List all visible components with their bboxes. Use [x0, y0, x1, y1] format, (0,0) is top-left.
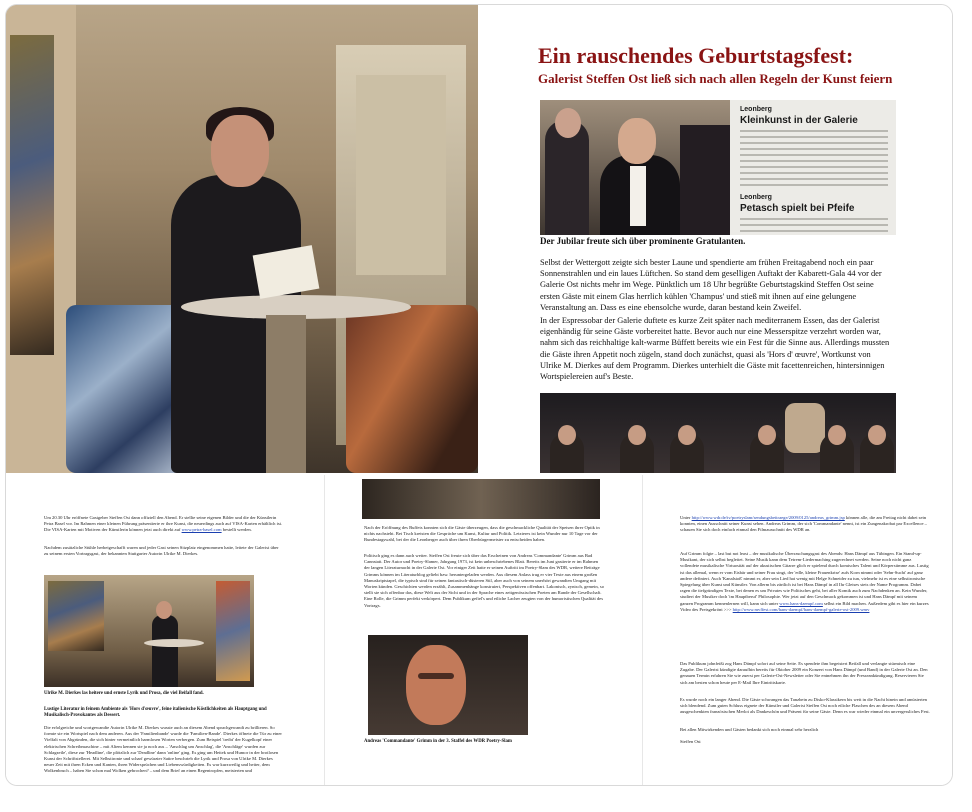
body-text: Politisch ging es dann auch weiter. Steffen Ost freute sich über das Erscheinen von Andreas 'Commandante' Grimm aus Bad Cannstatt. Der Autor und Poetry-Slamer, Jahrgang 1973, ist kein unbeschriebenes Blatt. Bereits im Juni gastierte er im Rahmen der langen Literaturnacht in der Galerie Ost. Vor einiger Zeit hatte er seinen Auftritt im Poetry-Slam des WDR, weitere Beiträge Grimms können im Literaturblog geliebt bzw. heruntergeladen werden. Aus diesem Anlass trug er vier Texte aus einem großen Manuskriptstapel, die typisch sind für seinen fantastisch-düsteren Stil, aber auch von seinem unerhört gewandten Umgang mit Worten künden. Geschichten werden erzählt, Zusammenhänge konstruiert, Perspektiven offenbart. Lakonisch, zynisch, gemein, so stellt sie sich offenbar das, diese Welt aus der Sicht und in der Sprache eines zeitgenössischen Poeten am Rande der Gesellschaft. Eine Rolle, die Grimm perfekt verkörpert. Dem Publikum gefiel's und etliche Lacher zeugten von der humoristischen Qualität des Vortrags. — [364, 553, 605, 608]
video-link[interactable]: http://www.mvffest.com/hans-daempf/hans-daempf-galerie-ost-2009.wmv — [732, 606, 870, 612]
armchair — [66, 305, 186, 473]
body-text: Es wurde noch ein langer Abend. Die Gäste schwangen das Tanzbein zu Disko-Klassikern bis weit in die Nacht hinein und amüsierten sich blendend. Zum guten Schluss eignete der Künstler und Galerist Steffen Ost noch etliche Flaschen des an diesem Abend ausgeschenkten französischen Merlot als Dankeschön und Präsent für seine Gäste. Denn es war wieder einmal ein unvergessliches Fest. — [680, 697, 930, 715]
body-text: Nach der Eröffnung des Buffets konnten sich die Gäste überzeugen, dass die geschmackliche Qualität der Speisen ihrer Optik in nichts nachsteht. Bei Tisch kreisten die Gespräche um Kunst, Kultur und Politik. Letzteres ist kein Wunder nur 10 Tage vor der Bundestagswahl, bei der die Leonberger auch über ihren Oberbürgermeister zu entscheiden haben. — [364, 525, 600, 543]
body-text: Nachdem zusätzliche Stühle herbeigeschafft waren und jeder Gast seinen Sitzplatz eingenommen hatte, leitete der Galerist über zu seinem ersten Vortragsgast, der bekannten Stuttgarter Autorin Ulrike M. Dierkes. — [44, 545, 279, 557]
section-heading: Lustige Literatur in feinem Ambiente als 'Hors d'œuvre', feine italienische Köstlichkeiten als Hauptgang und Musikalisch-Provokantes als Dessert. — [44, 707, 267, 719]
wdr-video-link[interactable]: http://www.wdr.de/tv/poetryslam/sendungsbeitraege/2009/0125/andreas_grimm.jsp — [691, 515, 845, 520]
body-text: Um 20.30 Uhr eröffnete Gastgeber Steffen Ost dann offiziell den Abend. Er stellte seine eigenen Bilder und die der Künstlerin Petra Basel vor. Im Rahmen einer kleinen Führung präsentierte er ihre Kunst, die neuerdings auch auf VISA-Karten erhältlich ist. Die VISA-Karten mit Motiven der Künstlerin können jetzt auch direkt auf www.petra-basel.com bestellt werden. — [44, 515, 283, 533]
article-title: Ein rauschendes Geburtstagsfest: — [538, 43, 854, 68]
article-paragraph: In der Espressobar der Galerie duftete es kurze Zeit später nach mediterranem Essen, das der Galerist eigenhändig für seine Gäste vorbereitet hatte. Bevor auch nur eine Messerspitze verzehrt worden war, nahm sich das reichhaltige kalt-warme Büffett bereits wie ein Fest für die Sinne aus. Allerdings mussten die Gäste ihren Appetit noch zügeln, stand doch zunächst, quasi als 'Hors d' œuvre', Wortkunst von Ulrike M. Dierkes auf dem Programm. Dierkes unterhielt die Gäste mit facettenreichen, hintersinnigen Wortspielereien auf's Beste. — [540, 316, 890, 382]
speaker-photo — [6, 5, 478, 473]
article-page — [484, 5, 952, 473]
website-link[interactable]: www.petra-basel.com — [181, 527, 222, 533]
article-subtitle: Galerist Steffen Ost ließ sich nach allen Regeln der Kunst feiern — [538, 71, 893, 86]
body-text: Auf Grimm folgte – last but not least – der musikalische Überraschungsgast des Abends: Hans Dämpf aus Tübingen. Ein Stand-up-Musikant, der sich selbst begleitet. Seine Musik kann dem Tetrem-Liedermaching zugerechnet werden. Seine noch nicht ganz vollendete musikalische Virtuosität auf der akustischen Gitarre glich er spielend durch komisches Talent und Körperstimme aus. Lustig ist das allemal, wenn er vom Eisbär und seiner Frau singt, der 'edle, kleine Frauenkrise' aufs Korn nimmt oder 'Sehn-Sucht' auf ganz andere definiert. Auch 'Kanalstoß' nimmt er, aber sein Lied hat wenig mit Helge Schneider zu tun, vielmehr ist es eine selbstironische Spiegelung über Kunst und Künstler. Von allerm bis zärtlich ist bei Hans Dämpf in all Ihr Gleises stets der Name Programm. Dabei ragen die tiefgründigen Texte, bei denen es um Privates wie Politisches geht, bei aller Komik auch zum Nachdenken an. Kein Wunder, studiert der Musiker doch 'im Hauptberuf' Philosophie. Wer jetzt auf den Geschmack gekommen ist und Hans Dämpf mit seinem ganzen Programm kennenlernen will, kann sich unter www.hans-daempf.com selbst ein Bild machen. Außerdem gibt es hier ein kurzes Video des Preisgekrönt >>> http://www.mvffest.com/hans-daempf/hans-daempf-galerie-ost-2009.wmv — [680, 551, 929, 612]
reading-photo — [44, 575, 254, 687]
clipping-kicker: Leonberg — [740, 194, 772, 201]
clipping-headline: Petasch spielt bei Pfeife — [740, 203, 855, 214]
website-link[interactable]: www.hans-daempf.com — [779, 600, 823, 606]
article-paragraph: Selbst der Wettergott zeigte sich bester Laune und spendierte am frühen Freitagabend noch ein paar Sonnenstrahlen und ein laues Lüftchen. So stand dem geselligen Auftakt der Kabarett-Gala 44 vor der Galerie Ost nichts mehr im Wege. Pünktlich um 18 Uhr begrüßte Geburtstagskind Steffen Ost seine ersten Gäste mit einem Glas herrlich kühlen 'Champus' und stieß mit ihnen auf eine gelungene Veranstaltung an. Dass es eine ebensolche wurde, daran bestand kein Zweifel. — [540, 258, 882, 312]
photo-caption: Der Jubilar freute sich über prominente Gratulanten. — [540, 236, 746, 246]
bottom-pages — [6, 475, 952, 785]
painting — [10, 35, 54, 355]
jubilar-photo — [540, 100, 730, 235]
party-photo — [540, 393, 896, 473]
armchair — [346, 305, 478, 473]
page-column-3 — [642, 475, 952, 785]
page-column-1 — [6, 475, 324, 785]
photo-caption: Ulrike M. Dierkes las heitere und ernste Lyrik und Prosa, die viel Beifall fand. — [44, 691, 204, 696]
body-text: Bei allen Mitwirkenden und Gästen bedankt sich noch einmal sehr herzlich — [680, 727, 819, 732]
newspaper-clipping — [730, 100, 896, 235]
collage-frame — [5, 4, 953, 786]
page-column-2 — [324, 475, 642, 785]
body-text: Das Publikum johnfeißt zog Hans Dämpf sofort auf seine Seite. Es spendete ihm begeistert Beifall und verlangte stürmisch eine Zugabe. Der Galerist kündigte daraufhin bereits für Oktober 2009 ein Konzert von Hans Dämpf (und Band) in der Galerie Ost an. Den genauen Termin erfahren Sie wie zuerst per Galerie-Ost-Newsletter oder Sie entnehmen ihn der Presseankündigung. Reservieren Sie sich am besten schon heute per E-Mail Ihre Eintrittskarte. — [680, 661, 928, 685]
poet-photo — [368, 635, 528, 735]
clipping-kicker: Leonberg — [740, 106, 772, 113]
photo-caption: Andreas 'Commandante' Grimm in der 3. Staffel des WDR Poetry-Slam — [364, 739, 512, 744]
buffet-photo — [362, 479, 600, 519]
body-text: Die erfolgreiche und wortgewandte Autorin Ulrike M. Dierkes wusste auch an diesem Abend sprachgewandt zu brillieren. So formte sie ein Wortspiel nach dem anderen. Aus der 'Familienbande' wurde die 'Familien-Bande'. Dierkes öffnete die Tür zu einer Vielfalt von Abgründen, die sich hinter vermeintlich harmlosen Worten verbergen. Zum Beispiel 'treibt' der Kugelkopf einer elektrischen Schreibmaschine – mit Altem kennen sie ja noch aus – 'Anschlag um Anschlag', die 'Anschläge' wurden zur Schlagzeile', diese zur 'Headline', die plötzlich zur 'Deadline' dann 'online' ging. Es ging um Heitek und Humor in der brotlosen Kunst der Schriftstellerei. Mit Selbstironie und scharf gewürzter Satire beschrieb die Lyrik und Prosa von Ulrike M. Dierkes neuer Zeit mit ihren Ecken und Kanten, ihren Widersprüchen und Liebenswürdigkeiten. Es war kurzweilig und heiter, dem Wolkenbruch – haben Sie schon mal Wolken gebrochen? – und dem Brief an einen Regentropfen, meisterten und — [44, 725, 282, 774]
signature-name: Steffen Ost — [680, 739, 701, 744]
body-text: Unter http://www.wdr.de/tv/poetryslam/sendungsbeitraege/2009/0125/andreas_grimm.jsp können alle, die am Freitag nicht dabei sein konnten, einen Ausschnitt seiner Kunst sehen. Andreas Grimm, der sich 'Commandante' nennt, ist ein Zungenakrobat par Excellence – schauen Sie sich doch einfach einmal den Filmausschnitt des WDR an. — [680, 515, 927, 533]
clipping-headline: Kleinkunst in der Galerie — [740, 115, 858, 126]
